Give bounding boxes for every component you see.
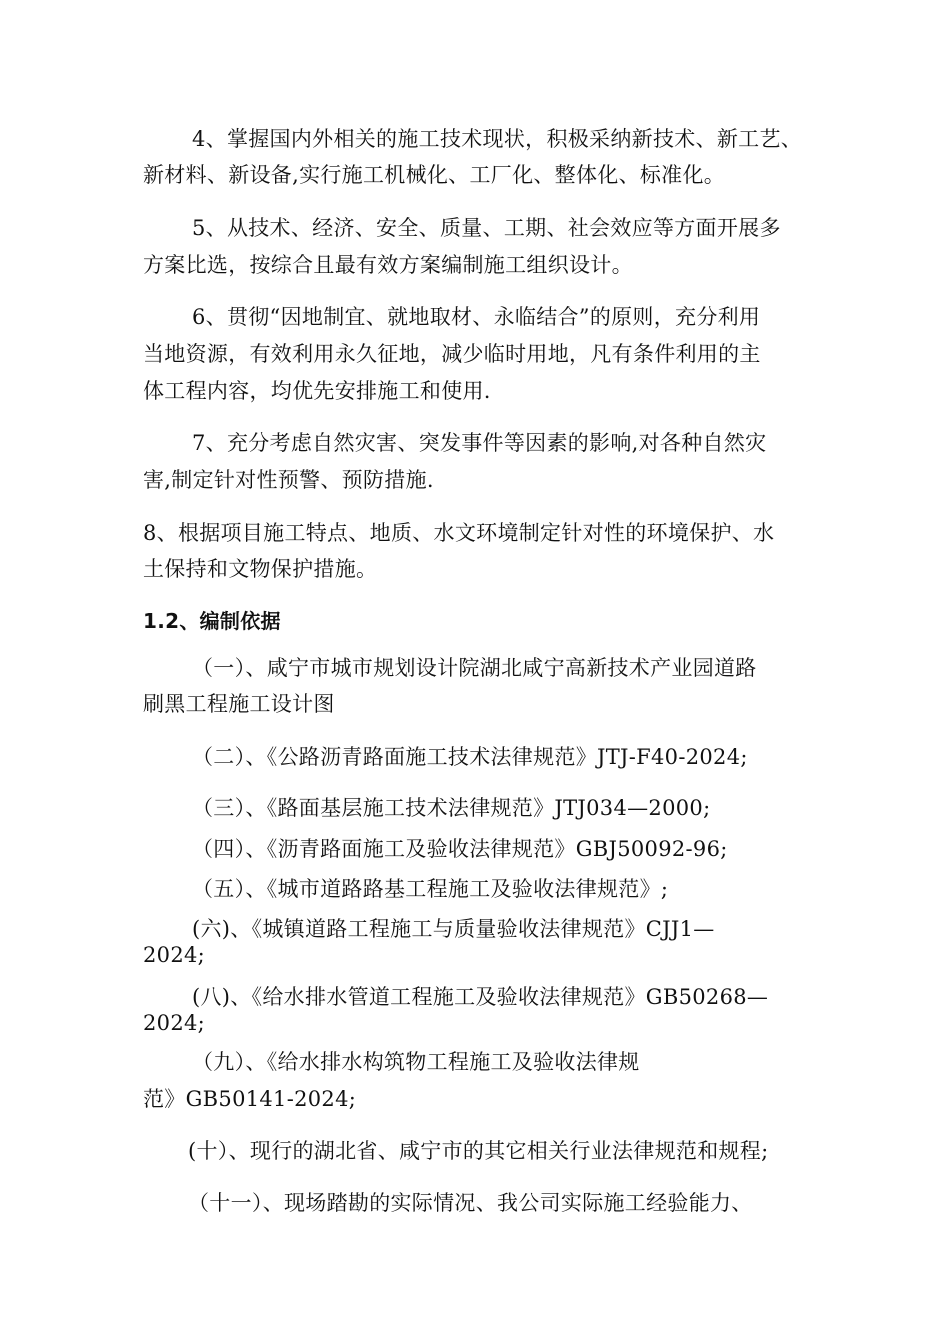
paragraph-5-line-2: 方案比选，按综合且最有效方案编制施工组织设计。 bbox=[143, 253, 633, 277]
paragraph-8-line-2: 土保持和文物保护措施。 bbox=[143, 557, 378, 581]
basis-item-6-line-1: (六)、《城镇道路工程施工与质量验收法律规范》CJJ1— bbox=[192, 917, 715, 941]
paragraph-4-line-1: 4、掌握国内外相关的施工技术现状，积极采纳新技术、新工艺、 bbox=[192, 127, 803, 151]
basis-item-1-line-1: （一）、咸宁市城市规划设计院湖北咸宁高新技术产业园道路 bbox=[192, 656, 757, 680]
basis-item-8-line-2: 范》GB50141-2024; bbox=[143, 1087, 357, 1111]
basis-item-7-line-1: (八)、《给水排水管道工程施工及验收法律规范》GB50268— bbox=[192, 985, 769, 1009]
paragraph-6-line-1: 6、贯彻“因地制宜、就地取材、永临结合”的原则，充分利用 bbox=[192, 305, 761, 329]
section-heading: 1.2、编制依据 bbox=[143, 609, 281, 633]
basis-item-8-line-1: （九）、《给水排水构筑物工程施工及验收法律规 bbox=[192, 1050, 640, 1074]
paragraph-5-line-1: 5、从技术、经济、安全、质量、工期、社会效应等方面开展多 bbox=[192, 216, 781, 240]
basis-item-4: （四）、《沥青路面施工及验收法律规范》GBJ50092-96; bbox=[192, 837, 728, 861]
basis-item-3: （三）、《路面基层施工技术法律规范》JTJ034—2000; bbox=[192, 796, 711, 820]
paragraph-6-line-3: 体工程内容，均优先安排施工和使用. bbox=[143, 379, 491, 403]
basis-item-1-line-2: 刷黑工程施工设计图 bbox=[143, 692, 335, 716]
paragraph-4-line-2: 新材料、新设备,实行施工机械化、工厂化、整体化、标准化。 bbox=[143, 163, 726, 187]
basis-item-2: （二）、《公路沥青路面施工技术法律规范》JTJ-F40-2024; bbox=[192, 745, 748, 769]
basis-item-6-line-2: 2024; bbox=[143, 943, 206, 967]
paragraph-8-line-1: 8、根据项目施工特点、地质、水文环境制定针对性的环境保护、水 bbox=[143, 521, 775, 545]
basis-item-10: （十一）、现场踏勘的实际情况、我公司实际施工经验能力、 bbox=[188, 1191, 753, 1215]
basis-item-9: (十）、现行的湖北省、咸宁市的其它相关行业法律规范和规程; bbox=[188, 1139, 769, 1163]
paragraph-7-line-1: 7、充分考虑自然灾害、突发事件等因素的影响,对各种自然灾 bbox=[192, 431, 767, 455]
paragraph-6-line-2: 当地资源，有效利用永久征地，减少临时用地，凡有条件利用的主 bbox=[143, 342, 761, 366]
basis-item-5: （五）、《城市道路路基工程施工及验收法律规范》; bbox=[192, 877, 669, 901]
basis-item-7-line-2: 2024; bbox=[143, 1011, 206, 1035]
paragraph-7-line-2: 害,制定针对性预警、预防措施. bbox=[143, 468, 434, 492]
